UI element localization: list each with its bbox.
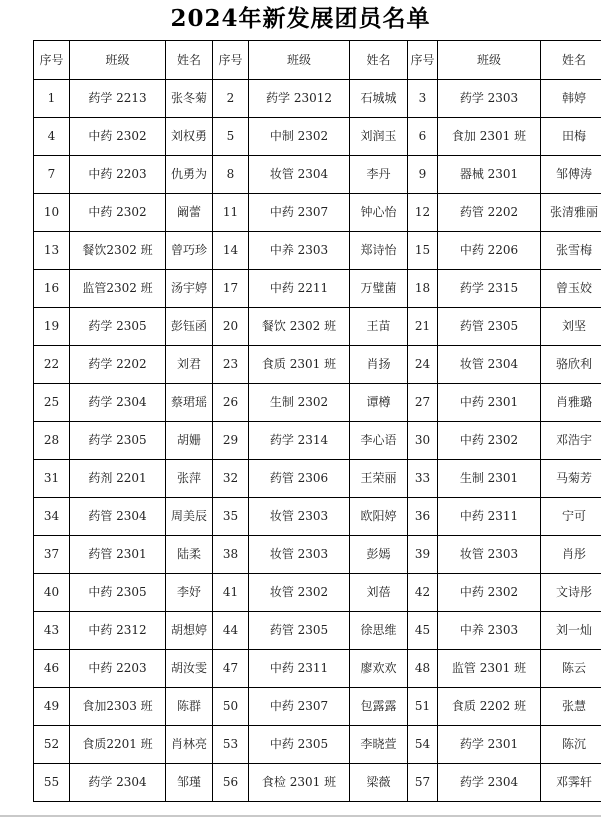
seq-cell: 6 bbox=[408, 118, 438, 156]
name-cell: 肖扬 bbox=[350, 346, 408, 384]
member-table bbox=[33, 40, 601, 802]
seq-cell: 9 bbox=[408, 156, 438, 194]
class-cell: 中药 2305 bbox=[70, 574, 166, 612]
table-row bbox=[34, 422, 601, 460]
name-cell: 胡想婷 bbox=[166, 612, 213, 650]
seq-cell: 17 bbox=[213, 270, 249, 308]
name-cell: 陈群 bbox=[166, 688, 213, 726]
seq-cell: 48 bbox=[408, 650, 438, 688]
class-cell: 药管 2301 bbox=[70, 536, 166, 574]
seq-cell: 44 bbox=[213, 612, 249, 650]
table-row bbox=[34, 156, 601, 194]
name-cell: 张雪梅 bbox=[541, 232, 601, 270]
seq-cell: 40 bbox=[34, 574, 70, 612]
seq-cell: 2 bbox=[213, 80, 249, 118]
seq-cell: 43 bbox=[34, 612, 70, 650]
seq-cell: 32 bbox=[213, 460, 249, 498]
name-cell: 王荣丽 bbox=[350, 460, 408, 498]
seq-cell: 34 bbox=[34, 498, 70, 536]
class-cell: 药学 2315 bbox=[438, 270, 541, 308]
name-cell: 邹傅涛 bbox=[541, 156, 601, 194]
class-cell: 中养 2303 bbox=[438, 612, 541, 650]
seq-cell: 16 bbox=[34, 270, 70, 308]
name-cell: 仇勇为 bbox=[166, 156, 213, 194]
header-seq-3: 序号 bbox=[408, 41, 438, 80]
table-row bbox=[34, 764, 601, 802]
name-cell: 刘君 bbox=[166, 346, 213, 384]
seq-cell: 25 bbox=[34, 384, 70, 422]
seq-cell: 11 bbox=[213, 194, 249, 232]
table-row bbox=[34, 650, 601, 688]
class-cell: 生制 2302 bbox=[249, 384, 350, 422]
table-row bbox=[34, 612, 601, 650]
class-cell: 药学 2213 bbox=[70, 80, 166, 118]
class-cell: 食质2201 班 bbox=[70, 726, 166, 764]
class-cell: 中制 2302 bbox=[249, 118, 350, 156]
name-cell: 刘蓓 bbox=[350, 574, 408, 612]
class-cell: 药学 2301 bbox=[438, 726, 541, 764]
name-cell: 蔡珺瑶 bbox=[166, 384, 213, 422]
seq-cell: 51 bbox=[408, 688, 438, 726]
class-cell: 食加2303 班 bbox=[70, 688, 166, 726]
table-row bbox=[34, 308, 601, 346]
table-row bbox=[34, 384, 601, 422]
seq-cell: 45 bbox=[408, 612, 438, 650]
name-cell: 邓霁轩 bbox=[541, 764, 601, 802]
class-cell: 药学 2305 bbox=[70, 308, 166, 346]
table-row bbox=[34, 498, 601, 536]
seq-cell: 5 bbox=[213, 118, 249, 156]
seq-cell: 26 bbox=[213, 384, 249, 422]
class-cell: 药管 2305 bbox=[438, 308, 541, 346]
header-seq-2: 序号 bbox=[213, 41, 249, 80]
seq-cell: 1 bbox=[34, 80, 70, 118]
name-cell: 周美辰 bbox=[166, 498, 213, 536]
name-cell: 阚蕾 bbox=[166, 194, 213, 232]
seq-cell: 4 bbox=[34, 118, 70, 156]
name-cell: 梁薇 bbox=[350, 764, 408, 802]
table-row bbox=[34, 270, 601, 308]
seq-cell: 35 bbox=[213, 498, 249, 536]
seq-cell: 8 bbox=[213, 156, 249, 194]
name-cell: 郑诗怡 bbox=[350, 232, 408, 270]
name-cell: 文诗彤 bbox=[541, 574, 601, 612]
name-cell: 刘润玉 bbox=[350, 118, 408, 156]
table-row bbox=[34, 574, 601, 612]
class-cell: 妆管 2303 bbox=[249, 498, 350, 536]
class-cell: 中药 2203 bbox=[70, 156, 166, 194]
seq-cell: 57 bbox=[408, 764, 438, 802]
seq-cell: 49 bbox=[34, 688, 70, 726]
name-cell: 张清雅丽 bbox=[541, 194, 601, 232]
document-title: 2024年新发展团员名单 bbox=[170, 5, 431, 32]
class-cell: 中养 2303 bbox=[249, 232, 350, 270]
class-cell: 妆管 2304 bbox=[249, 156, 350, 194]
class-cell: 餐饮 2302 班 bbox=[249, 308, 350, 346]
class-cell: 食质 2301 班 bbox=[249, 346, 350, 384]
class-cell: 药学 2314 bbox=[249, 422, 350, 460]
class-cell: 监管2302 班 bbox=[70, 270, 166, 308]
name-cell: 李晓萱 bbox=[350, 726, 408, 764]
name-cell: 张慧 bbox=[541, 688, 601, 726]
class-cell: 妆管 2302 bbox=[249, 574, 350, 612]
table-row bbox=[34, 232, 601, 270]
table-header-row bbox=[34, 41, 601, 80]
class-cell: 器械 2301 bbox=[438, 156, 541, 194]
seq-cell: 41 bbox=[213, 574, 249, 612]
table-row bbox=[34, 118, 601, 156]
name-cell: 肖雅璐 bbox=[541, 384, 601, 422]
page-bottom-divider bbox=[0, 815, 601, 817]
header-class-1: 班级 bbox=[70, 41, 166, 80]
name-cell: 邓浩宇 bbox=[541, 422, 601, 460]
name-cell: 曾玉姣 bbox=[541, 270, 601, 308]
header-class-2: 班级 bbox=[249, 41, 350, 80]
seq-cell: 10 bbox=[34, 194, 70, 232]
name-cell: 肖彤 bbox=[541, 536, 601, 574]
seq-cell: 46 bbox=[34, 650, 70, 688]
class-cell: 妆管 2304 bbox=[438, 346, 541, 384]
seq-cell: 53 bbox=[213, 726, 249, 764]
seq-cell: 13 bbox=[34, 232, 70, 270]
class-cell: 药学 2304 bbox=[70, 764, 166, 802]
seq-cell: 27 bbox=[408, 384, 438, 422]
class-cell: 药学 2303 bbox=[438, 80, 541, 118]
class-cell: 药学 2304 bbox=[70, 384, 166, 422]
name-cell: 骆欣利 bbox=[541, 346, 601, 384]
name-cell: 陈云 bbox=[541, 650, 601, 688]
name-cell: 陆柔 bbox=[166, 536, 213, 574]
class-cell: 中药 2311 bbox=[438, 498, 541, 536]
name-cell: 徐思维 bbox=[350, 612, 408, 650]
class-cell: 中药 2312 bbox=[70, 612, 166, 650]
seq-cell: 18 bbox=[408, 270, 438, 308]
seq-cell: 12 bbox=[408, 194, 438, 232]
seq-cell: 47 bbox=[213, 650, 249, 688]
table-row bbox=[34, 688, 601, 726]
seq-cell: 23 bbox=[213, 346, 249, 384]
seq-cell: 39 bbox=[408, 536, 438, 574]
seq-cell: 42 bbox=[408, 574, 438, 612]
name-cell: 谭樽 bbox=[350, 384, 408, 422]
class-cell: 中药 2307 bbox=[249, 194, 350, 232]
name-cell: 石城城 bbox=[350, 80, 408, 118]
header-name-1: 姓名 bbox=[166, 41, 213, 80]
seq-cell: 21 bbox=[408, 308, 438, 346]
name-cell: 廖欢欢 bbox=[350, 650, 408, 688]
table-row bbox=[34, 726, 601, 764]
name-cell: 胡汝雯 bbox=[166, 650, 213, 688]
name-cell: 张萍 bbox=[166, 460, 213, 498]
seq-cell: 15 bbox=[408, 232, 438, 270]
name-cell: 汤宇婷 bbox=[166, 270, 213, 308]
seq-cell: 31 bbox=[34, 460, 70, 498]
table-row bbox=[34, 536, 601, 574]
class-cell: 药学 2202 bbox=[70, 346, 166, 384]
seq-cell: 14 bbox=[213, 232, 249, 270]
class-cell: 药管 2305 bbox=[249, 612, 350, 650]
seq-cell: 33 bbox=[408, 460, 438, 498]
class-cell: 妆管 2303 bbox=[438, 536, 541, 574]
name-cell: 彭钰函 bbox=[166, 308, 213, 346]
class-cell: 妆管 2303 bbox=[249, 536, 350, 574]
seq-cell: 24 bbox=[408, 346, 438, 384]
header-class-3: 班级 bbox=[438, 41, 541, 80]
name-cell: 欧阳婷 bbox=[350, 498, 408, 536]
class-cell: 中药 2302 bbox=[70, 118, 166, 156]
class-cell: 中药 2302 bbox=[438, 574, 541, 612]
name-cell: 钟心怡 bbox=[350, 194, 408, 232]
name-cell: 李丹 bbox=[350, 156, 408, 194]
seq-cell: 56 bbox=[213, 764, 249, 802]
name-cell: 陈沉 bbox=[541, 726, 601, 764]
name-cell: 李心语 bbox=[350, 422, 408, 460]
class-cell: 中药 2307 bbox=[249, 688, 350, 726]
name-cell: 包露露 bbox=[350, 688, 408, 726]
seq-cell: 50 bbox=[213, 688, 249, 726]
seq-cell: 3 bbox=[408, 80, 438, 118]
class-cell: 中药 2206 bbox=[438, 232, 541, 270]
name-cell: 宁可 bbox=[541, 498, 601, 536]
seq-cell: 36 bbox=[408, 498, 438, 536]
class-cell: 药管 2304 bbox=[70, 498, 166, 536]
name-cell: 刘权勇 bbox=[166, 118, 213, 156]
seq-cell: 19 bbox=[34, 308, 70, 346]
name-cell: 曾巧珍 bbox=[166, 232, 213, 270]
class-cell: 食检 2301 班 bbox=[249, 764, 350, 802]
header-name-3: 姓名 bbox=[541, 41, 601, 80]
name-cell: 王苗 bbox=[350, 308, 408, 346]
seq-cell: 55 bbox=[34, 764, 70, 802]
seq-cell: 29 bbox=[213, 422, 249, 460]
class-cell: 餐饮2302 班 bbox=[70, 232, 166, 270]
class-cell: 中药 2311 bbox=[249, 650, 350, 688]
name-cell: 刘一灿 bbox=[541, 612, 601, 650]
name-cell: 彭嫣 bbox=[350, 536, 408, 574]
header-name-2: 姓名 bbox=[350, 41, 408, 80]
class-cell: 中药 2302 bbox=[70, 194, 166, 232]
class-cell: 中药 2302 bbox=[438, 422, 541, 460]
table-row bbox=[34, 346, 601, 384]
name-cell: 李妤 bbox=[166, 574, 213, 612]
class-cell: 生制 2301 bbox=[438, 460, 541, 498]
name-cell: 万璧菌 bbox=[350, 270, 408, 308]
class-cell: 药学 23012 bbox=[249, 80, 350, 118]
class-cell: 药学 2304 bbox=[438, 764, 541, 802]
seq-cell: 30 bbox=[408, 422, 438, 460]
name-cell: 田梅 bbox=[541, 118, 601, 156]
class-cell: 中药 2203 bbox=[70, 650, 166, 688]
name-cell: 胡姗 bbox=[166, 422, 213, 460]
seq-cell: 28 bbox=[34, 422, 70, 460]
seq-cell: 20 bbox=[213, 308, 249, 346]
class-cell: 药剂 2201 bbox=[70, 460, 166, 498]
name-cell: 马菊芳 bbox=[541, 460, 601, 498]
seq-cell: 54 bbox=[408, 726, 438, 764]
table-row bbox=[34, 194, 601, 232]
class-cell: 药学 2305 bbox=[70, 422, 166, 460]
class-cell: 中药 2305 bbox=[249, 726, 350, 764]
class-cell: 中药 2301 bbox=[438, 384, 541, 422]
seq-cell: 52 bbox=[34, 726, 70, 764]
seq-cell: 38 bbox=[213, 536, 249, 574]
class-cell: 食加 2301 班 bbox=[438, 118, 541, 156]
name-cell: 韩婷 bbox=[541, 80, 601, 118]
name-cell: 张冬菊 bbox=[166, 80, 213, 118]
table-row bbox=[34, 80, 601, 118]
class-cell: 中药 2211 bbox=[249, 270, 350, 308]
header-seq-1: 序号 bbox=[34, 41, 70, 80]
seq-cell: 22 bbox=[34, 346, 70, 384]
name-cell: 刘坚 bbox=[541, 308, 601, 346]
table-row bbox=[34, 460, 601, 498]
table-body bbox=[34, 80, 601, 802]
seq-cell: 7 bbox=[34, 156, 70, 194]
class-cell: 监管 2301 班 bbox=[438, 650, 541, 688]
class-cell: 食质 2202 班 bbox=[438, 688, 541, 726]
class-cell: 药管 2306 bbox=[249, 460, 350, 498]
name-cell: 肖林亮 bbox=[166, 726, 213, 764]
name-cell: 邹瑾 bbox=[166, 764, 213, 802]
class-cell: 药管 2202 bbox=[438, 194, 541, 232]
seq-cell: 37 bbox=[34, 536, 70, 574]
